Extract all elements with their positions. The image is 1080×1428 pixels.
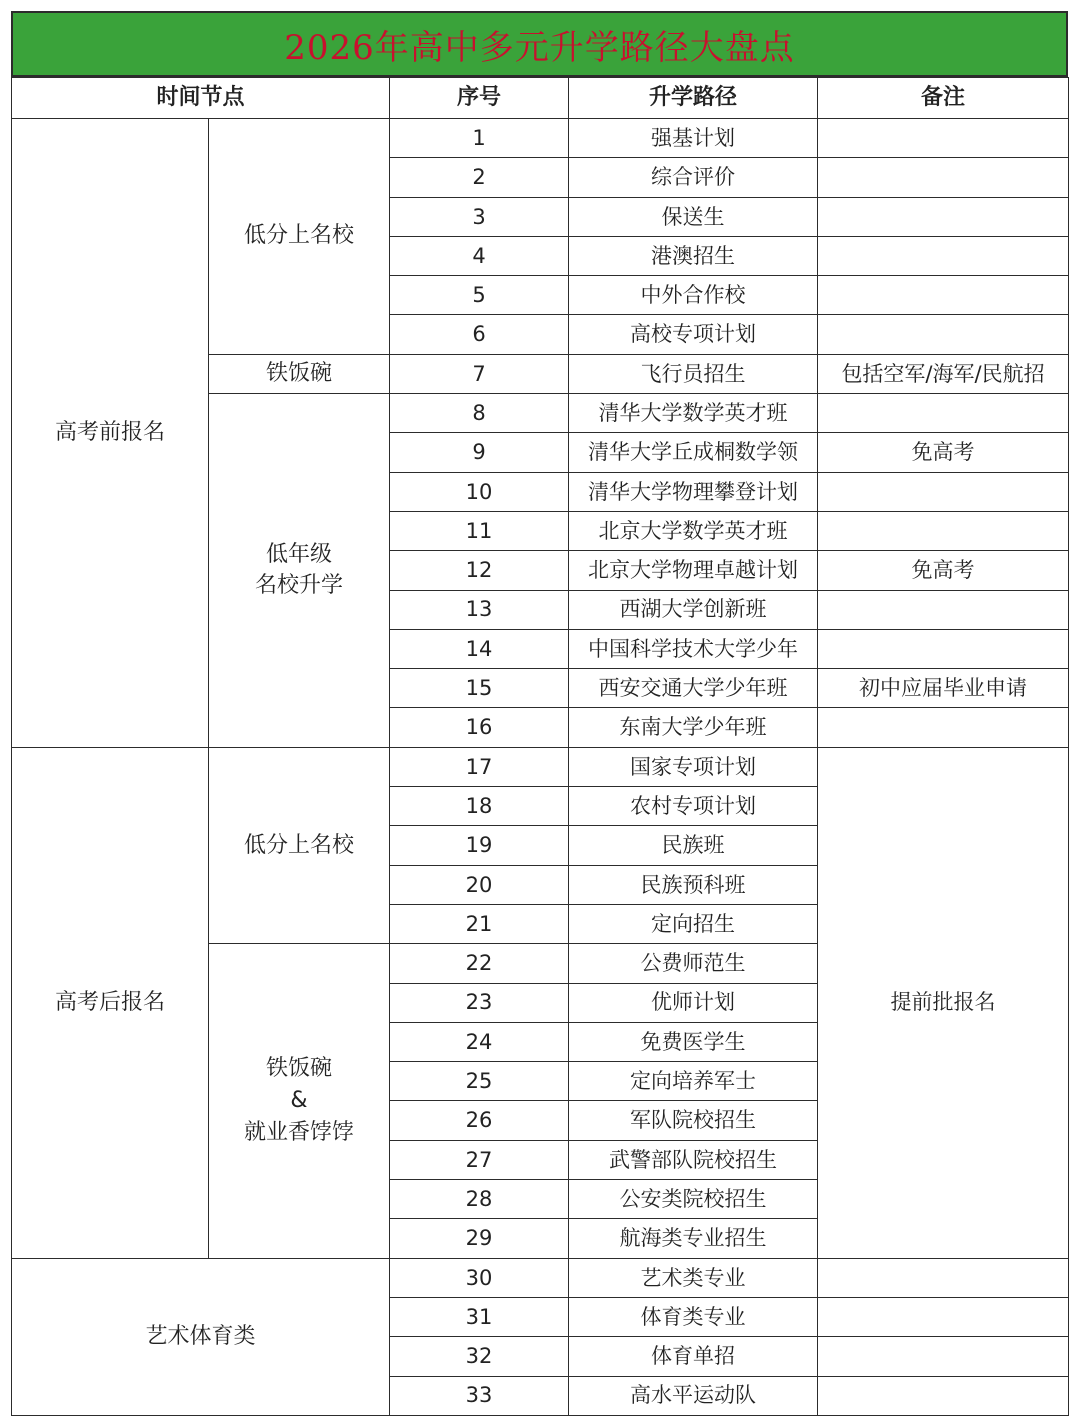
row-note — [818, 197, 1069, 236]
row-index: 26 — [390, 1101, 569, 1140]
row-index: 15 — [390, 669, 569, 708]
row-path: 定向招生 — [569, 904, 818, 943]
row-index: 4 — [390, 236, 569, 275]
row-index: 2 — [390, 158, 569, 197]
row-path: 综合评价 — [569, 158, 818, 197]
subgroup-low-grade — [209, 394, 390, 748]
subgroup-iron-bowl: 铁饭碗 — [209, 354, 390, 393]
row-index: 21 — [390, 904, 569, 943]
row-index: 6 — [390, 315, 569, 354]
row-index: 17 — [390, 747, 569, 786]
row-index: 25 — [390, 1062, 569, 1101]
row-index: 22 — [390, 944, 569, 983]
subgroup-iron-bowl-jobs-line1: 铁饭碗 — [266, 1056, 333, 1082]
row-path: 航海类专业招生 — [569, 1219, 818, 1258]
header-note: 备注 — [818, 78, 1069, 119]
subgroup-iron-bowl-jobs-line3: 就业香饽饽 — [244, 1119, 355, 1145]
row-path: 军队院校招生 — [569, 1101, 818, 1140]
row-index: 30 — [390, 1258, 569, 1297]
row-note — [818, 315, 1069, 354]
row-path: 保送生 — [569, 197, 818, 236]
row-path: 清华大学数学英才班 — [569, 394, 818, 433]
row-path: 北京大学物理卓越计划 — [569, 551, 818, 590]
row-path: 清华大学物理攀登计划 — [569, 472, 818, 511]
row-index: 24 — [390, 1022, 569, 1061]
row-index: 32 — [390, 1337, 569, 1376]
subgroup-low-score: 低分上名校 — [209, 119, 390, 355]
row-path: 公费师范生 — [569, 944, 818, 983]
row-index: 8 — [390, 394, 569, 433]
row-note — [818, 158, 1069, 197]
row-note — [818, 276, 1069, 315]
row-index: 7 — [390, 354, 569, 393]
table-row — [12, 1258, 1069, 1297]
row-path: 武警部队院校招生 — [569, 1140, 818, 1179]
row-index: 20 — [390, 865, 569, 904]
row-note — [818, 1297, 1069, 1336]
row-path: 民族预科班 — [569, 865, 818, 904]
row-path: 免费医学生 — [569, 1022, 818, 1061]
subgroup-low-score-2: 低分上名校 — [209, 747, 390, 943]
row-note — [818, 629, 1069, 668]
row-path: 西湖大学创新班 — [569, 590, 818, 629]
row-index: 11 — [390, 511, 569, 550]
row-path: 东南大学少年班 — [569, 708, 818, 747]
subgroup-low-grade-line2: 名校升学 — [255, 573, 344, 599]
row-note — [818, 1376, 1069, 1415]
shared-note-early-batch: 提前批报名 — [818, 747, 1069, 1258]
group-art-sports: 艺术体育类 — [12, 1258, 390, 1415]
row-path: 清华大学丘成桐数学领 — [569, 433, 818, 472]
row-path: 体育单招 — [569, 1337, 818, 1376]
header-index: 序号 — [390, 78, 569, 119]
row-note — [818, 394, 1069, 433]
row-index: 23 — [390, 983, 569, 1022]
subgroup-iron-bowl-jobs — [209, 944, 390, 1258]
row-path: 国家专项计划 — [569, 747, 818, 786]
row-note — [818, 708, 1069, 747]
row-path: 西安交通大学少年班 — [569, 669, 818, 708]
row-index: 5 — [390, 276, 569, 315]
table-row — [12, 119, 1069, 158]
row-index: 9 — [390, 433, 569, 472]
title-banner — [11, 11, 1068, 77]
row-index: 14 — [390, 629, 569, 668]
table-row — [12, 747, 1069, 786]
row-path: 高水平运动队 — [569, 1376, 818, 1415]
header-path: 升学路径 — [569, 78, 818, 119]
row-path: 飞行员招生 — [569, 354, 818, 393]
row-index: 31 — [390, 1297, 569, 1336]
row-index: 29 — [390, 1219, 569, 1258]
row-index: 16 — [390, 708, 569, 747]
pathway-table — [11, 77, 1069, 1416]
row-path: 高校专项计划 — [569, 315, 818, 354]
table-header-row — [12, 78, 1069, 119]
row-note — [818, 119, 1069, 158]
row-note: 包括空军/海军/民航招 — [818, 354, 1069, 393]
row-note: 初中应届毕业申请 — [818, 669, 1069, 708]
row-note — [818, 236, 1069, 275]
row-note — [818, 511, 1069, 550]
row-path: 公安类院校招生 — [569, 1180, 818, 1219]
row-index: 3 — [390, 197, 569, 236]
row-index: 10 — [390, 472, 569, 511]
page-title: 2026年高中多元升学路径大盘点 — [284, 27, 795, 68]
row-path: 艺术类专业 — [569, 1258, 818, 1297]
row-index: 19 — [390, 826, 569, 865]
header-time: 时间节点 — [12, 78, 390, 119]
group-pre-exam: 高考前报名 — [12, 119, 209, 748]
row-note — [818, 472, 1069, 511]
row-path: 港澳招生 — [569, 236, 818, 275]
row-path: 中国科学技术大学少年 — [569, 629, 818, 668]
group-post-exam: 高考后报名 — [12, 747, 209, 1258]
row-index: 28 — [390, 1180, 569, 1219]
row-path: 体育类专业 — [569, 1297, 818, 1336]
row-index: 27 — [390, 1140, 569, 1179]
row-path: 农村专项计划 — [569, 787, 818, 826]
row-index: 13 — [390, 590, 569, 629]
row-path: 北京大学数学英才班 — [569, 511, 818, 550]
row-note — [818, 1258, 1069, 1297]
row-note: 免高考 — [818, 551, 1069, 590]
row-path: 优师计划 — [569, 983, 818, 1022]
row-path: 中外合作校 — [569, 276, 818, 315]
row-index: 1 — [390, 119, 569, 158]
row-index: 12 — [390, 551, 569, 590]
row-path: 民族班 — [569, 826, 818, 865]
row-path: 强基计划 — [569, 119, 818, 158]
row-path: 定向培养军士 — [569, 1062, 818, 1101]
row-index: 33 — [390, 1376, 569, 1415]
row-note — [818, 590, 1069, 629]
row-note: 免高考 — [818, 433, 1069, 472]
row-index: 18 — [390, 787, 569, 826]
subgroup-iron-bowl-jobs-line2: & — [290, 1087, 308, 1113]
row-note — [818, 1337, 1069, 1376]
subgroup-low-grade-line1: 低年级 — [266, 541, 333, 567]
